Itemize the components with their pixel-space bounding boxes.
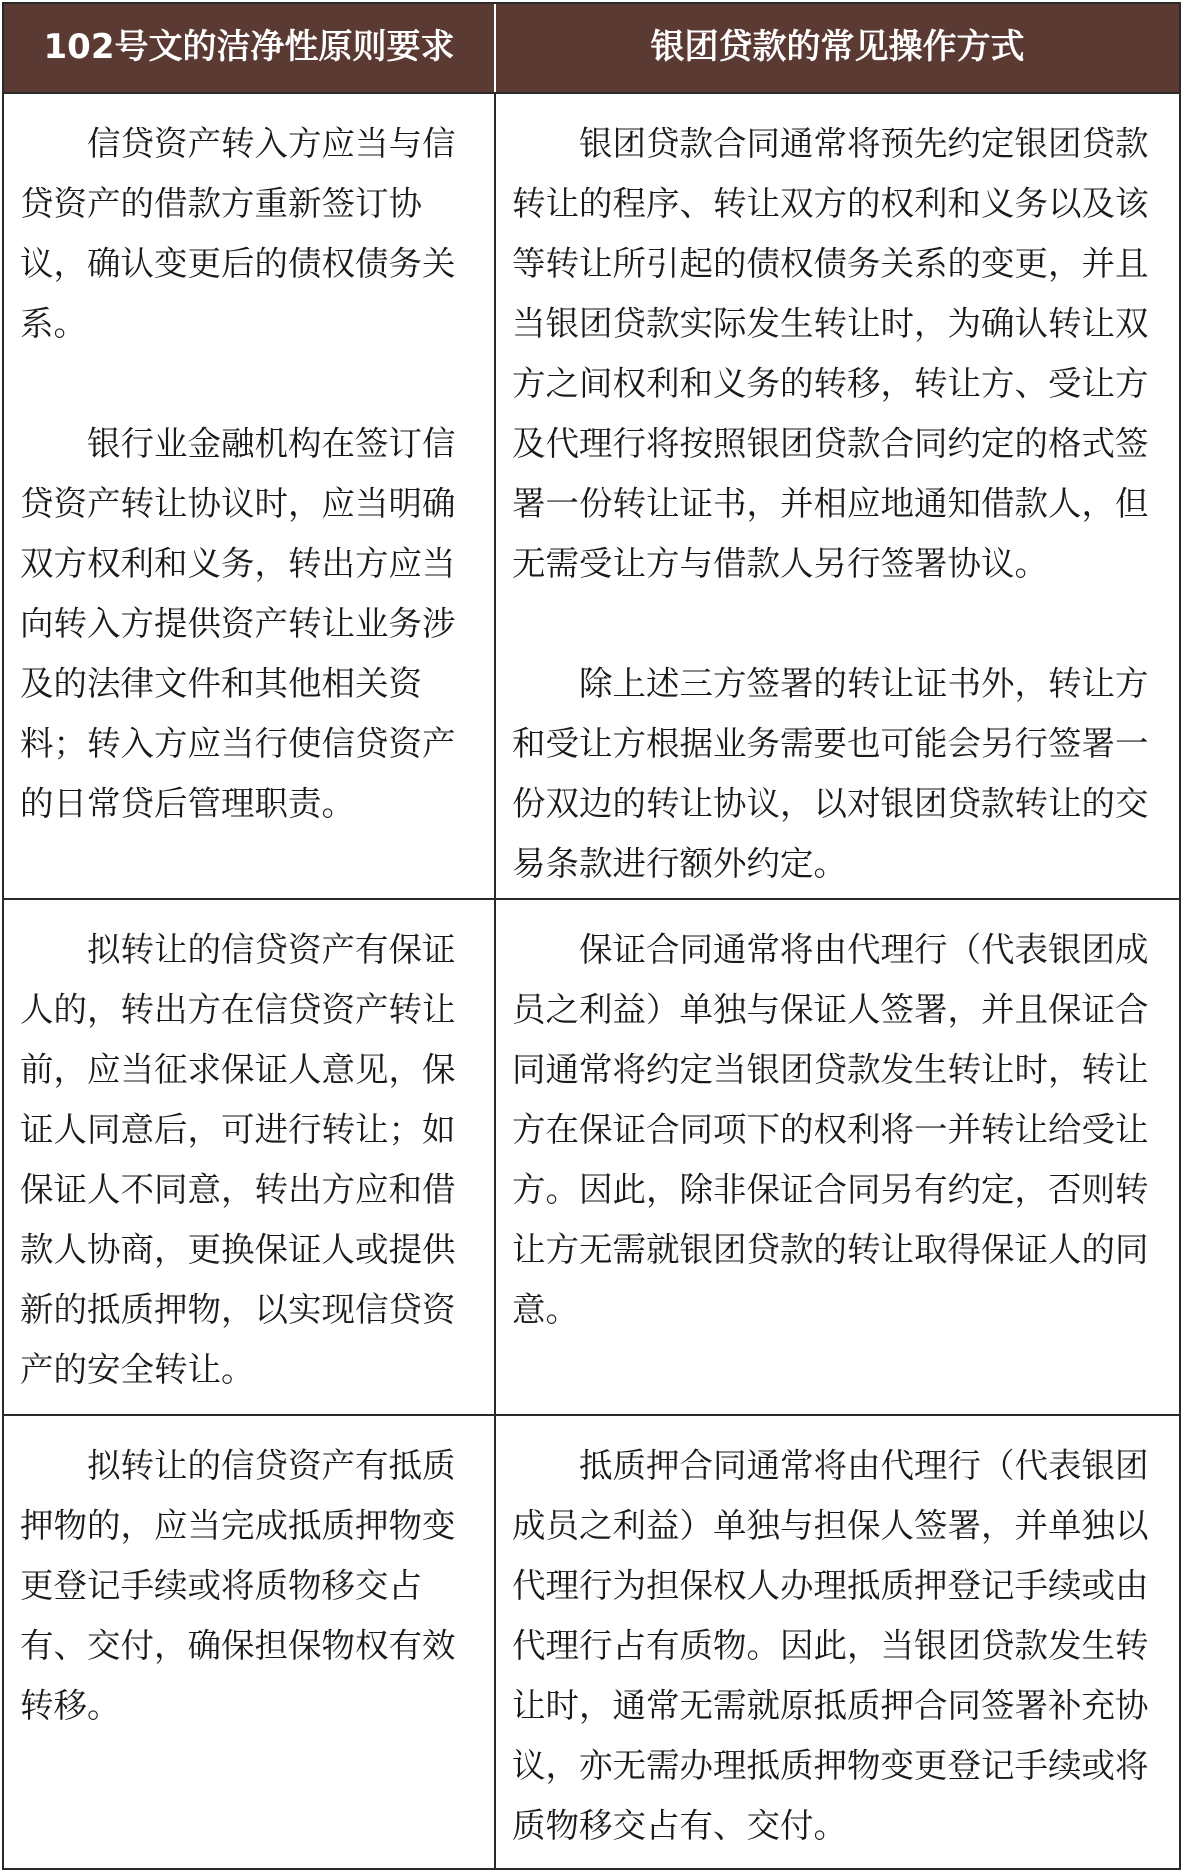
table-row bbox=[4, 92, 1179, 898]
cell-left-requirement: 信贷资产转入方应当与信贷资产的借款方重新签订协议，确认变更后的债权债务关系。 银行业金融机构在签订信贷资产转让协议时，应当明确双方权利和义务，转出方应当向转入方提供资产转让业务涉及的法律文件和其他相关资料；转入方应当行使信贷资产的日常贷后管理职责。 bbox=[4, 94, 496, 898]
cell-right-practice: 保证合同通常将由代理行（代表银团成员之利益）单独与保证人签署，并且保证合同通常将约定当银团贷款发生转让时，转让方在保证合同项下的权利将一并转让给受让方。因此，除非保证合同另有约定，否则转让方无需就银团贷款的转让取得保证人的同意。 bbox=[512, 930, 1149, 1329]
cell-right-practice: 银团贷款合同通常将预先约定银团贷款转让的程序、转让双方的权利和义务以及该等转让所引起的债权债务关系的变更，并且当银团贷款实际发生转让时，为确认转让双方之间权利和义务的转移，转让方、受让方及代理行将按照银团贷款合同约定的格式签署一份转让证书，并相应地通知借款人，但无需受让方与借款人另行签署协议。 除上述三方签署的转让证书外，转让方和受让方根据业务需要也可能会另行签署一份双边的转让协议，以对银团贷款转让的交易条款进行额外约定。 bbox=[512, 124, 1149, 883]
table-row bbox=[4, 898, 1179, 1414]
comparison-table bbox=[2, 2, 1181, 1870]
cell-left-requirement: 拟转让的信贷资产有抵质押物的，应当完成抵质押物变更登记手续或将质物移交占有、交付，确保担保物权有效转移。 bbox=[4, 1416, 496, 1868]
table-row bbox=[4, 1414, 1179, 1868]
header-left: 102号文的洁净性原则要求 bbox=[4, 4, 496, 92]
table-header-row bbox=[4, 4, 1179, 92]
header-right: 银团贷款的常见操作方式 bbox=[650, 27, 1025, 67]
cell-right-practice: 抵质押合同通常将由代理行（代表银团成员之利益）单独与担保人签署，并单独以代理行为担保权人办理抵质押登记手续或由代理行占有质物。因此，当银团贷款发生转让时，通常无需就原抵质押合同签署补充协议，亦无需办理抵质押物变更登记手续或将质物移交占有、交付。 bbox=[512, 1446, 1149, 1845]
cell-left-requirement: 拟转让的信贷资产有保证人的，转出方在信贷资产转让前，应当征求保证人意见，保证人同意后，可进行转让；如保证人不同意，转出方应和借款人协商，更换保证人或提供新的抵质押物，以实现信贷资产的安全转让。 bbox=[4, 900, 496, 1414]
